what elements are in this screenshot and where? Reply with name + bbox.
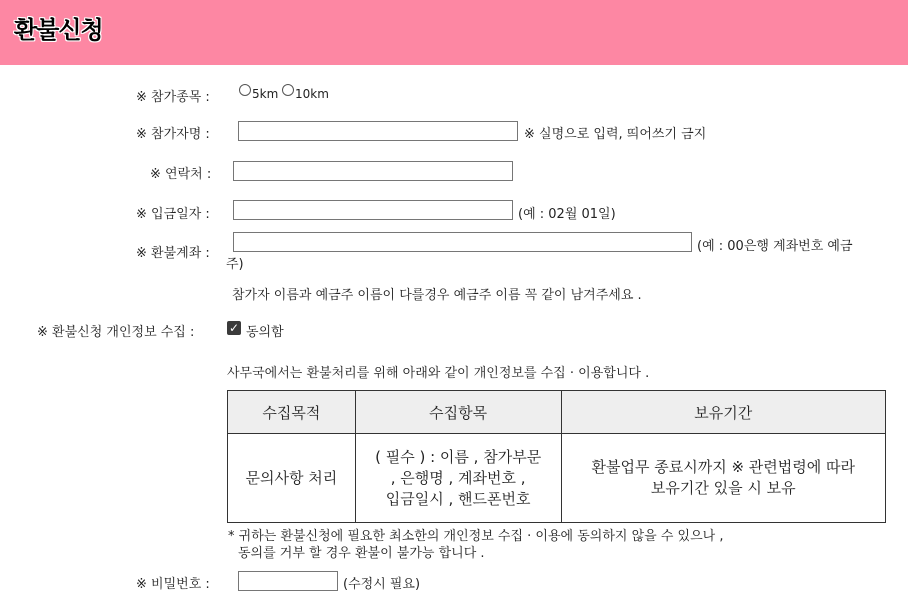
table-row bbox=[228, 434, 886, 523]
event-option-10km-label: 10km bbox=[295, 87, 329, 101]
name-label: ※ 참가자명 : bbox=[136, 127, 210, 142]
privacy-agree-checkbox[interactable] bbox=[227, 321, 241, 335]
deposit-date-input[interactable] bbox=[233, 200, 513, 220]
period-line: 보유기간 있을 시 보유 bbox=[650, 479, 796, 497]
items-line: , 은행명 , 계좌번호 , bbox=[390, 468, 526, 487]
table-header-row bbox=[228, 391, 886, 434]
event-radio-10km[interactable] bbox=[282, 84, 294, 96]
refund-account-note: (예 : 00은행 계좌번호 예금 bbox=[697, 239, 853, 254]
privacy-label: ※ 환불신청 개인정보 수집 : bbox=[37, 325, 195, 340]
footnote-line1: * 귀하는 환불신청에 필요한 최소한의 개인정보 수집 · 이용에 동의하지 않을 수 있으나 , bbox=[228, 529, 724, 544]
refund-account-input[interactable] bbox=[233, 232, 692, 252]
contact-label: ※ 연락처 : bbox=[150, 167, 212, 182]
event-label: ※ 참가종목 : bbox=[136, 90, 210, 105]
password-label: ※ 비밀번호 : bbox=[136, 577, 210, 592]
items-line: 입금일시 , 핸드폰번호 bbox=[385, 489, 531, 508]
items-line: ( 필수 ) : 이름 , 참가부문 bbox=[375, 447, 542, 466]
refund-account-label: ※ 환불계좌 : bbox=[136, 246, 210, 261]
refund-account-note-continued: 주) bbox=[226, 257, 244, 272]
password-input[interactable] bbox=[238, 571, 338, 591]
deposit-date-label: ※ 입금일자 : bbox=[136, 207, 210, 222]
page-header bbox=[0, 0, 908, 65]
period-line: 환불업무 종료시까지 ※ 관련법령에 따라 bbox=[591, 458, 855, 476]
table-cell-period bbox=[561, 434, 886, 523]
table-cell-purpose: 문의사항 처리 bbox=[228, 434, 356, 523]
name-input[interactable] bbox=[238, 121, 518, 141]
name-note: ※ 실명으로 입력, 띄어쓰기 금지 bbox=[524, 127, 707, 142]
contact-input[interactable] bbox=[233, 161, 513, 181]
table-cell-items bbox=[355, 434, 561, 523]
event-radio-5km[interactable] bbox=[239, 84, 251, 96]
deposit-date-note: (예 : 02월 01일) bbox=[518, 207, 616, 222]
footnote-line2: 동의를 거부 할 경우 환불이 불가능 합니다 . bbox=[238, 546, 485, 561]
checkmark-icon: ✓ bbox=[228, 321, 240, 335]
page-title: 환불신청 bbox=[14, 16, 103, 44]
privacy-intro: 사무국에서는 환불처리를 위해 아래와 같이 개인정보를 수집 · 이용합니다 . bbox=[227, 366, 650, 381]
table-header-period: 보유기간 bbox=[561, 391, 886, 434]
privacy-table bbox=[227, 390, 886, 523]
depositor-notice: 참가자 이름과 예금주 이름이 다를경우 예금주 이름 꼭 같이 남겨주세요 . bbox=[232, 288, 642, 303]
table-header-items: 수집항목 bbox=[355, 391, 561, 434]
password-note: (수정시 필요) bbox=[343, 577, 421, 592]
event-option-5km-label: 5km bbox=[252, 87, 279, 101]
privacy-agree-label: 동의함 bbox=[246, 325, 284, 340]
table-header-purpose: 수집목적 bbox=[228, 391, 356, 434]
